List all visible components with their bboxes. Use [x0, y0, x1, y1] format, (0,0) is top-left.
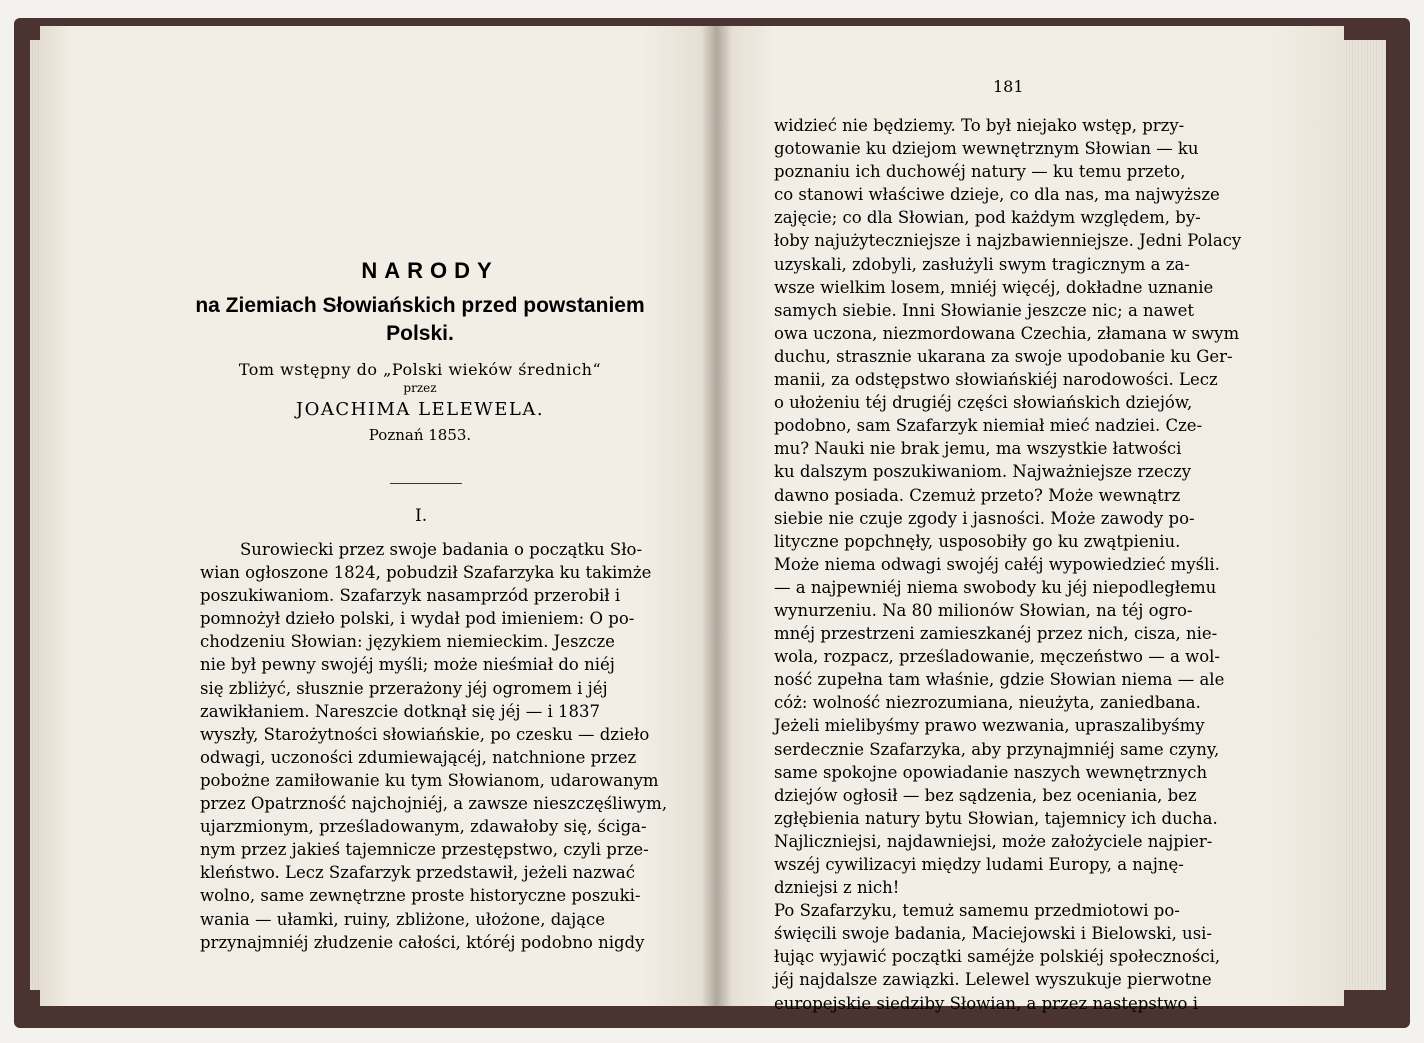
text-line: uzyskali, zdobyli, zasłużyli swym tragicznym a za-	[774, 254, 1190, 274]
text-line: gotowanie ku dziejom wewnętrznym Słowian — ku	[774, 139, 1199, 159]
text-line: święcili swoje badania, Maciejowski i Bielowski, usi-	[774, 924, 1213, 944]
text-line: lityczne popchnęły, usposobiły go ku zwątpieniu.	[774, 531, 1181, 551]
page-title: NARODY	[361, 258, 499, 283]
text-line: Surowiecki przez swoje badania o początku Sło-	[240, 540, 643, 559]
text-line: wynurzeniu. Na 80 milionów Słowian, na téj ogro-	[774, 600, 1193, 620]
text-line: wania — ułamki, ruiny, zbliżone, ułożone, dające	[200, 909, 606, 929]
subtitle-line-2: Polski.	[386, 322, 454, 345]
title-block	[160, 258, 680, 444]
volume-note: Tom wstępny do „Polski wieków średnich“	[238, 360, 602, 379]
text-line: co stanowi właściwe dzieje, co dla nas, ma najwyższe	[774, 185, 1220, 205]
text-line: kleństwo. Lecz Szafarzyk przedstawił, jeżeli nazwać	[200, 863, 635, 883]
text-line: Jeżeli mielibyśmy prawo wezwania, upraszalibyśmy	[774, 716, 1205, 736]
by-label: przez	[403, 381, 437, 395]
section-number: I.	[415, 506, 428, 526]
text-line: dziejów ogłosił — bez sądzenia, bez oceniania, bez	[774, 785, 1197, 805]
text-line: łując wyjawić początki saméjże polskiéj społeczności,	[774, 947, 1221, 967]
text-line: odwagi, uczoności zdumiewającéj, natchnione przez	[200, 747, 637, 767]
text-line: zajęcie; co dla Słowian, pod każdym względem, by-	[774, 208, 1201, 228]
text-line: mnéj przestrzeni zamieszkanéj przez nich, cisza, nie-	[774, 624, 1218, 644]
text-line: manii, za odstępstwo słowiańskiéj narodowości. Lecz	[774, 370, 1218, 390]
text-line: nym przez jakieś tajemnicze przestępstwo, czyli prze-	[200, 840, 649, 860]
page-number: 181	[993, 77, 1024, 96]
text-line: chodzeniu Słowian: językiem niemieckim. Jeszcze	[200, 632, 615, 652]
text-line: pobożne zamiłowanie ku tym Słowianom, udarowanym	[200, 770, 659, 790]
text-line: europejskie siedziby Słowian, a przez następstwo i	[774, 993, 1199, 1013]
text-line: same spokojne opowiadanie naszych wewnętrznych	[774, 762, 1208, 782]
text-line: wyszły, Starożytności słowiańskie, po czesku — dzieło	[200, 724, 650, 744]
text-line: zgłębienia natury bytu Słowian, tajemnicy ich ducha.	[774, 808, 1218, 828]
section-divider	[390, 483, 462, 484]
text-line: łoby najużyteczniejsze i najzbawienniejsze. Jedni Polacy	[774, 231, 1242, 251]
left-body-text	[200, 538, 668, 954]
text-line: ność zupełna tam właśnie, gdzie Słowian niema — ale	[774, 670, 1225, 690]
author-name: JOACHIMA LELEWELA.	[295, 399, 545, 420]
text-line: mu? Nauki nie brak jemu, ma wszystkie łatwości	[774, 439, 1182, 459]
text-line: siebie nie czuje zgody i jasności. Może zawody po-	[774, 508, 1195, 528]
text-line: zawikłaniem. Nareszcie dotknął się jéj — i 1837	[200, 701, 600, 721]
book-gutter	[702, 26, 732, 1006]
text-line: podobno, sam Szafarzyk niemiał mieć nadziei. Cze-	[774, 416, 1203, 436]
text-line: duchu, strasznie ukarana za swoje upodobanie ku Ger-	[774, 346, 1233, 366]
text-line: wolno, same zewnętrzne proste historyczne poszuki-	[200, 886, 641, 906]
text-line: ku dalszym poszukiwaniom. Najważniejsze rzeczy	[774, 462, 1192, 482]
text-line: Po Szafarzyku, temuż samemu przedmiotowi po-	[774, 901, 1180, 921]
text-line: przez Opatrzność najchojniéj, a zawsze nieszczęśliwym,	[200, 794, 668, 814]
text-line: samych siebie. Inni Słowianie jeszcze nic; a nawet	[774, 300, 1195, 320]
text-line: przynajmniéj złudzenie całości, któréj podobno nigdy	[200, 932, 645, 952]
text-line: wsze wielkim losem, mniéj więcéj, dokładne uznanie	[774, 277, 1214, 297]
text-line: ujarzmionym, prześladowanym, zdawałoby się, ściga-	[200, 817, 647, 837]
text-line: Najliczniejsi, najdawniejsi, może założyciele najpier-	[774, 831, 1213, 851]
subtitle-line-1: na Ziemiach Słowiańskich przed powstaniem	[195, 294, 645, 317]
text-line: o ułożeniu téj drugiéj części słowiańskich dziejów,	[774, 393, 1193, 413]
text-line: serdecznie Szafarzyka, aby przynajmniéj same czyny,	[774, 739, 1220, 759]
place-date: Poznań 1853.	[368, 426, 472, 444]
title-subtitle	[160, 292, 680, 348]
text-line: cóż: wolność niezrozumiana, nieużyta, zaniedbana.	[774, 693, 1201, 713]
text-line: wola, rozpacz, prześladowanie, męczeństwo — a wol-	[774, 647, 1220, 667]
text-line: wszéj cywilizacyi między ludami Europy, a najnę-	[774, 855, 1184, 874]
text-line: jéj najdalsze zawiązki. Lelewel wyszukuje pierwotne	[774, 970, 1212, 990]
text-line: — a najpewniéj niema swobody ku jéj niepodległemu	[774, 577, 1217, 597]
text-line: poszukiwaniom. Szafarzyk nasamprzód przerobił i	[200, 586, 621, 606]
text-line: nie był pewny swojéj myśli; może nieśmiał do niéj	[200, 655, 615, 675]
text-line: poznaniu ich duchowéj natury — ku temu przeto,	[774, 162, 1186, 182]
text-line: owa uczona, niezmordowana Czechia, złamana w swym	[774, 323, 1240, 343]
text-line: Może niema odwagi swojéj całéj wypowiedzieć myśli.	[774, 554, 1220, 574]
text-line: wian ogłoszone 1824, pobudził Szafarzyka ku takimże	[200, 563, 652, 583]
text-line: się zbliżyć, słusznie przerażony jéj ogromem i jéj	[200, 678, 608, 698]
right-body-text	[774, 114, 1244, 1015]
text-line: widzieć nie będziemy. To był niejako wstęp, przy-	[774, 116, 1185, 135]
text-line: dzniejsi z nich!	[774, 878, 900, 898]
text-line: pomnożył dzieło polski, i wydał pod imieniem: O po-	[200, 609, 635, 629]
text-line: dawno posiada. Czemuż przeto? Może wewnątrz	[774, 485, 1181, 505]
